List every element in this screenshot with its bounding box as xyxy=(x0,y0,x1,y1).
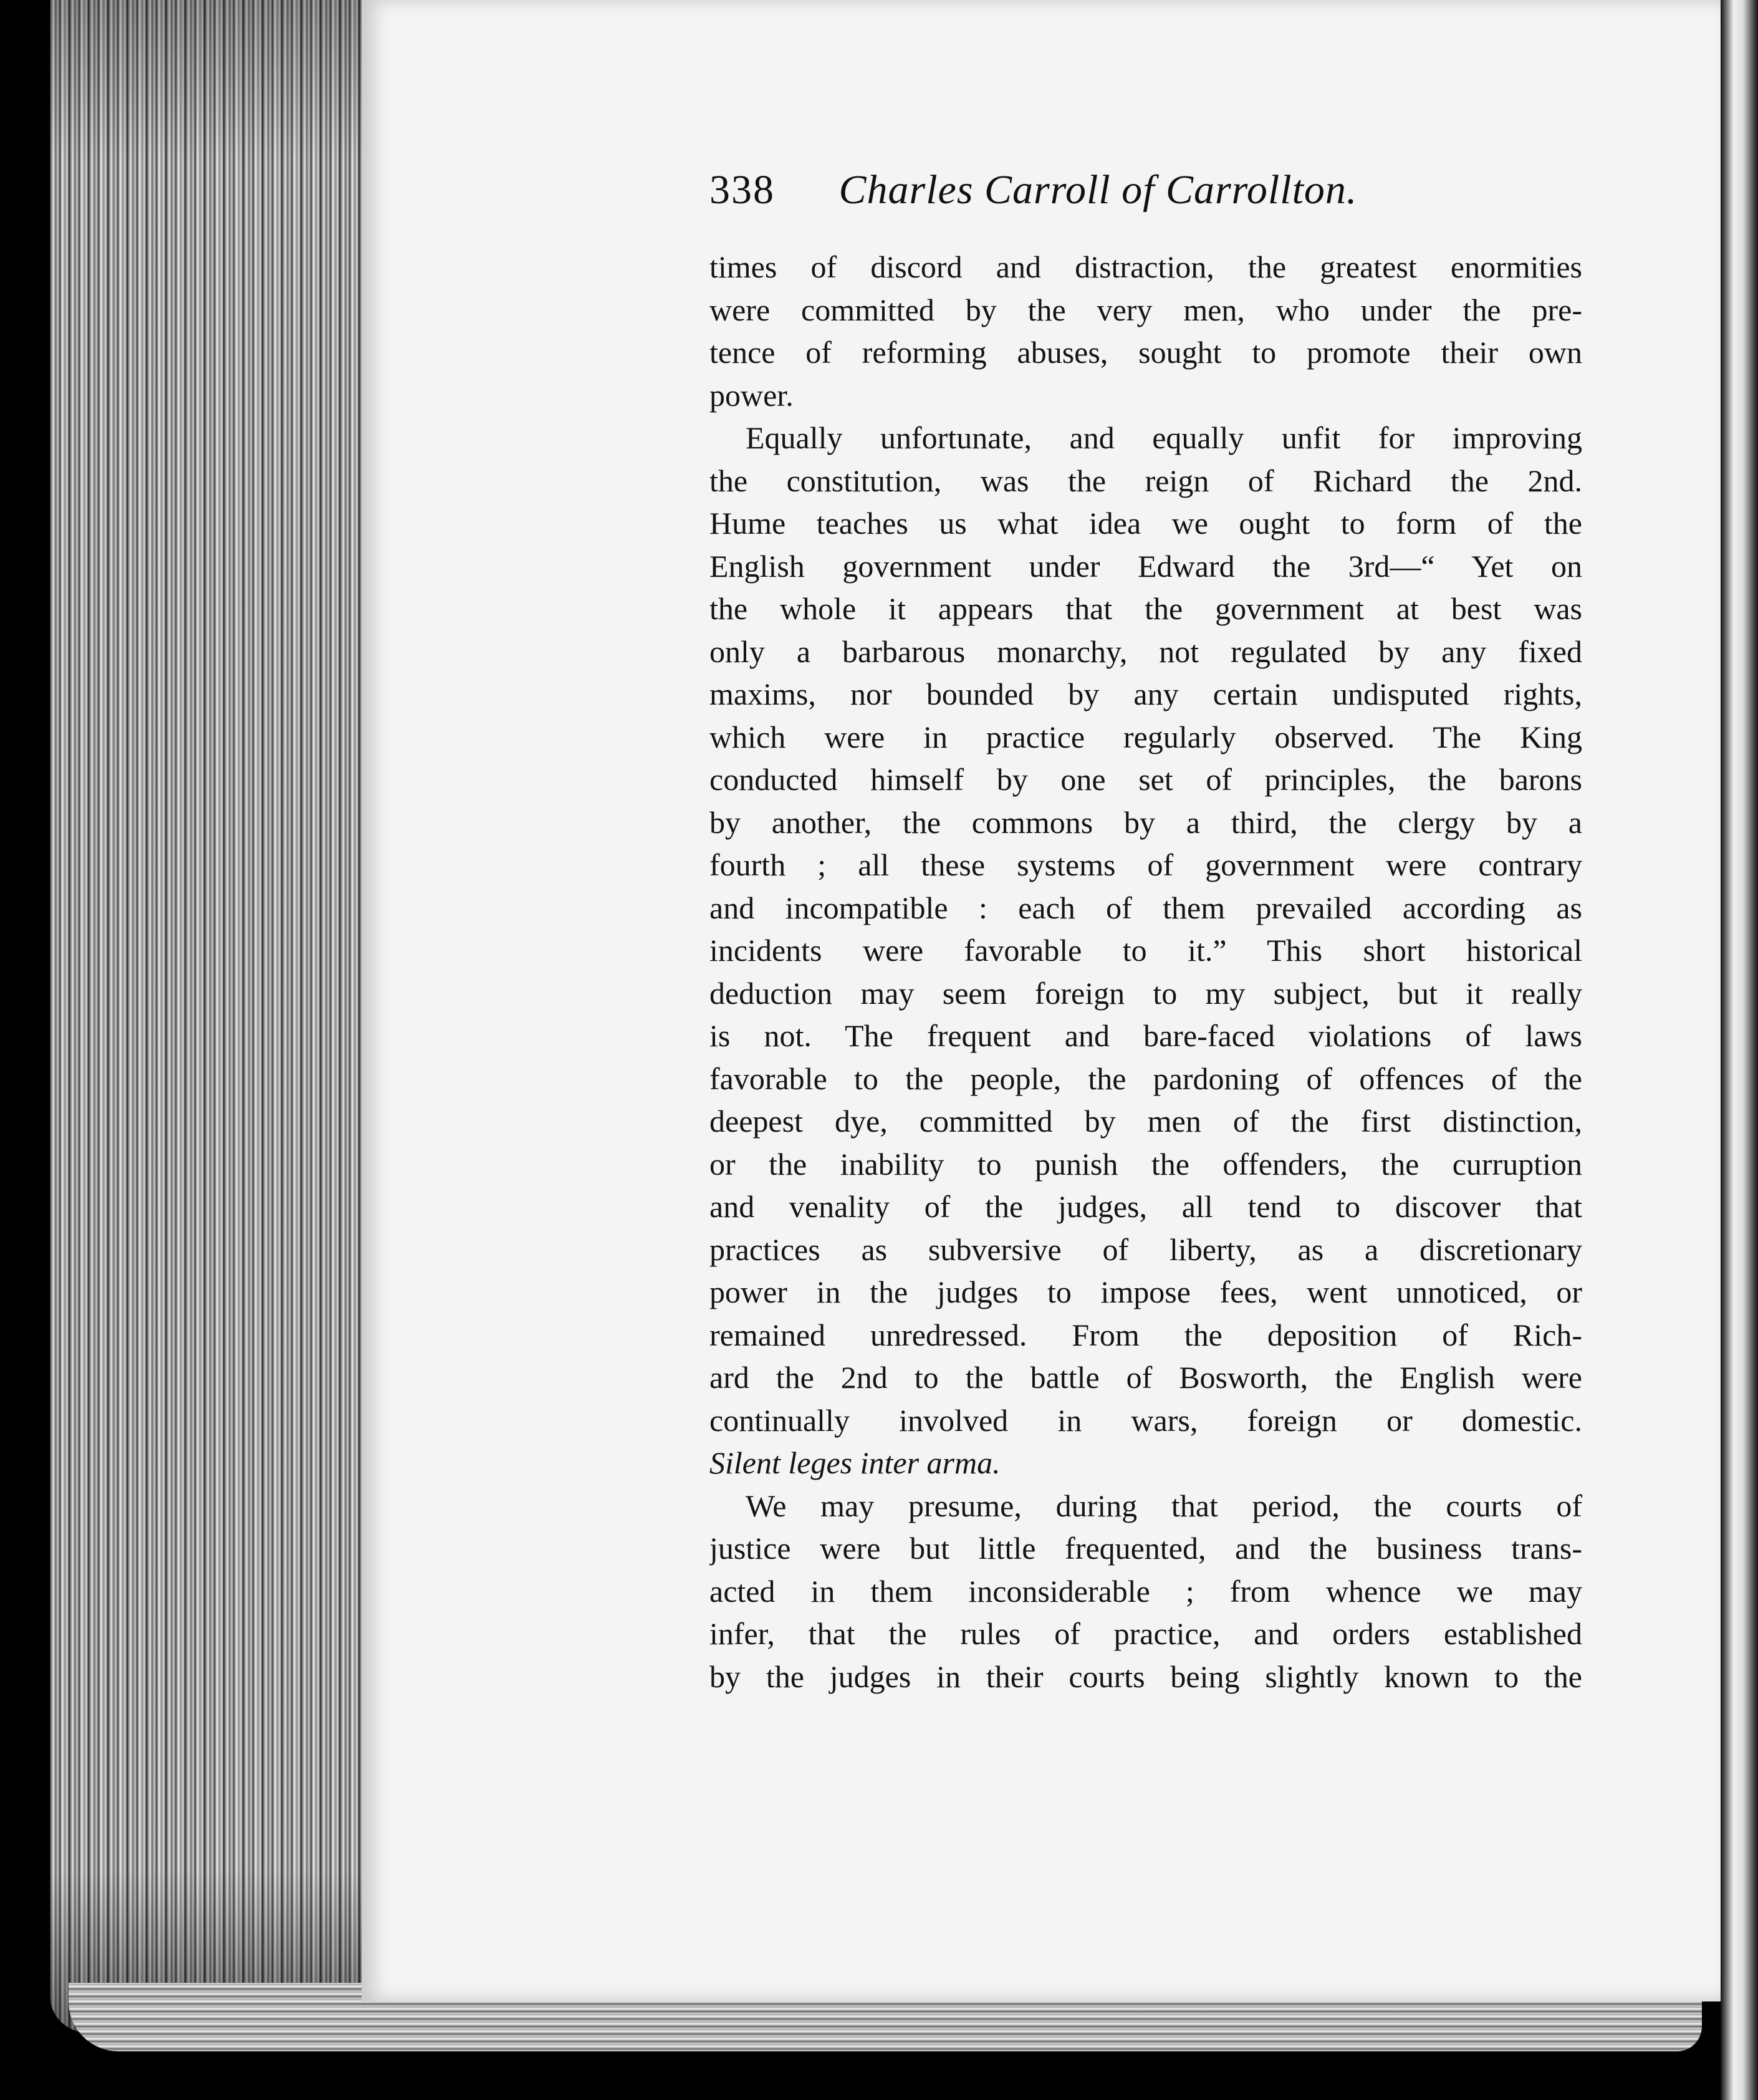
running-title: Charles Carroll of Carrollton. xyxy=(838,167,1358,213)
latin-phrase-line xyxy=(709,1442,1582,1485)
text-line: by the judges in their courts being slightly known to the xyxy=(709,1659,1582,1694)
text-line: by another, the commons by a third, the clergy by a xyxy=(709,804,1582,840)
text-line: power. xyxy=(709,377,794,413)
text-line: power in the judges to impose fees, went unnoticed, or xyxy=(709,1274,1582,1309)
text-line: which were in practice regularly observed. The King xyxy=(709,719,1582,754)
book-fore-edge xyxy=(50,0,374,2033)
text-line: is not. The frequent and bare-faced violations of laws xyxy=(709,1018,1582,1053)
facing-page-edge xyxy=(1721,0,1758,2100)
text-line: favorable to the people, the pardoning of offences of the xyxy=(709,1061,1582,1096)
text-line: and venality of the judges, all tend to discover that xyxy=(709,1189,1582,1224)
text-line: were committed by the very men, who under the pre- xyxy=(709,292,1582,327)
paragraph-start-line: Equally unfortunate, and equally unfit for improving xyxy=(746,420,1582,455)
text-line: only a barbarous monarchy, not regulated by any fixed xyxy=(709,633,1582,669)
text-line: fourth ; all these systems of government were contrary xyxy=(709,847,1582,882)
text-line: infer, that the rules of practice, and orders established xyxy=(709,1616,1582,1651)
text-line: incidents were favorable to it.” This short historical xyxy=(709,933,1582,968)
text-line: and incompatible : each of them prevailed according as xyxy=(709,890,1582,925)
body-text xyxy=(709,246,1582,1698)
text-line: ard the 2nd to the battle of Bosworth, the English were xyxy=(709,1360,1582,1395)
text-line: times of discord and distraction, the greatest enormities xyxy=(709,249,1582,284)
text-line: tence of reforming abuses, sought to promote their own xyxy=(709,335,1582,370)
text-line: maxims, nor bounded by any certain undisputed rights, xyxy=(709,677,1582,711)
text-line: the whole it appears that the government at best was xyxy=(709,591,1582,626)
text-line: deepest dye, committed by men of the first distinction, xyxy=(709,1104,1582,1139)
text-line: English government under Edward the 3rd—“ Yet on xyxy=(709,548,1582,584)
text-line: continually involved in wars, foreign or domestic. xyxy=(709,1402,1582,1438)
text-line: deduction may seem foreign to my subject, but it really xyxy=(709,975,1582,1011)
text-line: remained unredressed. From the deposition of Rich- xyxy=(709,1317,1582,1352)
running-header xyxy=(709,156,1582,224)
text-line: the constitution, was the reign of Richard the 2nd. xyxy=(709,463,1582,498)
paragraph-start-line: We may presume, during that period, the courts of xyxy=(746,1488,1582,1523)
text-line: practices as subversive of liberty, as a discretionary xyxy=(709,1231,1582,1267)
text-line: conducted himself by one set of principles, the barons xyxy=(709,762,1582,797)
latin-phrase: Silent leges inter arma. xyxy=(709,1445,1001,1480)
page-number: 338 xyxy=(709,167,775,213)
text-line: or the inability to punish the offenders, the curruption xyxy=(709,1146,1582,1182)
text-line: justice were but little frequented, and the business trans- xyxy=(709,1531,1582,1566)
text-line: acted in them inconsiderable ; from whence we may xyxy=(709,1573,1582,1609)
text-line: Hume teaches us what idea we ought to form of the xyxy=(709,506,1582,541)
